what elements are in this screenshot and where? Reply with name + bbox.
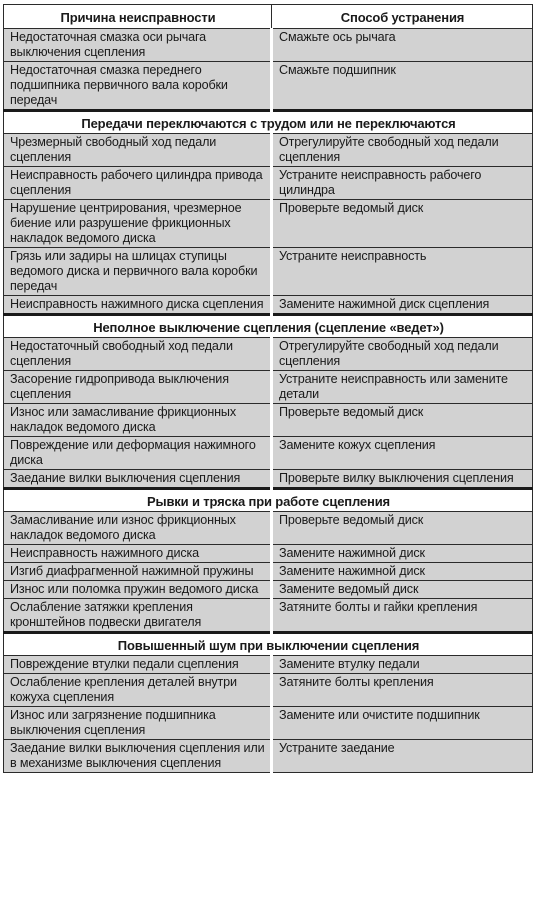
table-row bbox=[4, 581, 533, 599]
remedy-cell: Устраните неисправность рабочего цилиндра bbox=[272, 167, 533, 200]
section-header bbox=[4, 111, 533, 134]
table-row bbox=[4, 545, 533, 563]
cause-cell: Неисправность нажимного диска сцепления bbox=[4, 296, 272, 315]
section-header bbox=[4, 633, 533, 656]
remedy-cell: Смажьте подшипник bbox=[272, 62, 533, 111]
troubleshooting-table bbox=[3, 4, 533, 773]
remedy-cell: Замените нажимной диск сцепления bbox=[272, 296, 533, 315]
remedy-cell: Замените втулку педали bbox=[272, 656, 533, 674]
remedy-cell: Проверьте вилку выключения сцепления bbox=[272, 470, 533, 489]
cause-cell: Изгиб диафрагменной нажимной пружины bbox=[4, 563, 272, 581]
table-row bbox=[4, 707, 533, 740]
cause-cell: Износ или поломка пружин ведомого диска bbox=[4, 581, 272, 599]
cause-cell: Ослабление затяжки крепления кронштейнов подвески двигателя bbox=[4, 599, 272, 633]
cause-cell: Повреждение втулки педали сцепления bbox=[4, 656, 272, 674]
table-row bbox=[4, 674, 533, 707]
cause-cell: Заедание вилки выключения сцепления bbox=[4, 470, 272, 489]
section-title: Рывки и тряска при работе сцепления bbox=[4, 489, 533, 512]
section-header bbox=[4, 489, 533, 512]
remedy-cell: Проверьте ведомый диск bbox=[272, 512, 533, 545]
table-row bbox=[4, 338, 533, 371]
table-row bbox=[4, 62, 533, 111]
cause-cell: Нарушение центрирования, чрезмерное биение или разрушение фрикционных накладок ведомого диска bbox=[4, 200, 272, 248]
remedy-cell: Устраните неисправность bbox=[272, 248, 533, 296]
remedy-cell: Проверьте ведомый диск bbox=[272, 404, 533, 437]
table-row bbox=[4, 371, 533, 404]
remedy-cell: Замените кожух сцепления bbox=[272, 437, 533, 470]
cause-cell: Заедание вилки выключения сцепления или в механизме выключения сцепления bbox=[4, 740, 272, 773]
table-row bbox=[4, 167, 533, 200]
section-title: Неполное выключение сцепления (сцепление «ведет») bbox=[4, 315, 533, 338]
remedy-cell: Замените нажимной диск bbox=[272, 545, 533, 563]
remedy-cell: Затяните болты и гайки крепления bbox=[272, 599, 533, 633]
table-row bbox=[4, 248, 533, 296]
table-row bbox=[4, 29, 533, 62]
cause-cell: Грязь или задиры на шлицах ступицы ведомого диска и первичного вала коробки передач bbox=[4, 248, 272, 296]
table-row bbox=[4, 296, 533, 315]
section-title: Передачи переключаются с трудом или не переключаются bbox=[4, 111, 533, 134]
remedy-cell: Устраните заедание bbox=[272, 740, 533, 773]
cause-cell: Износ или замасливание фрикционных накладок ведомого диска bbox=[4, 404, 272, 437]
section-header bbox=[4, 315, 533, 338]
cause-cell: Износ или загрязнение подшипника выключения сцепления bbox=[4, 707, 272, 740]
remedy-cell: Проверьте ведомый диск bbox=[272, 200, 533, 248]
cause-cell: Неисправность рабочего цилиндра привода сцепления bbox=[4, 167, 272, 200]
cause-cell: Недостаточный свободный ход педали сцепления bbox=[4, 338, 272, 371]
table-row bbox=[4, 437, 533, 470]
remedy-cell: Смажьте ось рычага bbox=[272, 29, 533, 62]
remedy-cell: Отрегулируйте свободный ход педали сцепления bbox=[272, 134, 533, 167]
table-row bbox=[4, 512, 533, 545]
remedy-cell: Замените или очистите подшипник bbox=[272, 707, 533, 740]
table-header bbox=[4, 5, 533, 29]
table-row bbox=[4, 200, 533, 248]
cause-cell: Чрезмерный свободный ход педали сцепления bbox=[4, 134, 272, 167]
remedy-cell: Замените нажимной диск bbox=[272, 563, 533, 581]
section-title: Повышенный шум при выключении сцепления bbox=[4, 633, 533, 656]
table-body bbox=[4, 29, 533, 773]
table-row bbox=[4, 599, 533, 633]
table-row bbox=[4, 134, 533, 167]
header-remedy: Способ устранения bbox=[272, 5, 533, 29]
table-row bbox=[4, 404, 533, 437]
remedy-cell: Устраните неисправность или замените детали bbox=[272, 371, 533, 404]
cause-cell: Ослабление крепления деталей внутри кожуха сцепления bbox=[4, 674, 272, 707]
cause-cell: Недостаточная смазка переднего подшипника первичного вала коробки передач bbox=[4, 62, 272, 111]
remedy-cell: Отрегулируйте свободный ход педали сцепления bbox=[272, 338, 533, 371]
cause-cell: Недостаточная смазка оси рычага выключения сцепления bbox=[4, 29, 272, 62]
cause-cell: Повреждение или деформация нажимного диска bbox=[4, 437, 272, 470]
header-cause: Причина неисправности bbox=[4, 5, 272, 29]
table-row bbox=[4, 740, 533, 773]
remedy-cell: Затяните болты крепления bbox=[272, 674, 533, 707]
cause-cell: Неисправность нажимного диска bbox=[4, 545, 272, 563]
cause-cell: Замасливание или износ фрикционных накладок ведомого диска bbox=[4, 512, 272, 545]
table-row bbox=[4, 563, 533, 581]
table-row bbox=[4, 470, 533, 489]
table-row bbox=[4, 656, 533, 674]
remedy-cell: Замените ведомый диск bbox=[272, 581, 533, 599]
cause-cell: Засорение гидропривода выключения сцепления bbox=[4, 371, 272, 404]
